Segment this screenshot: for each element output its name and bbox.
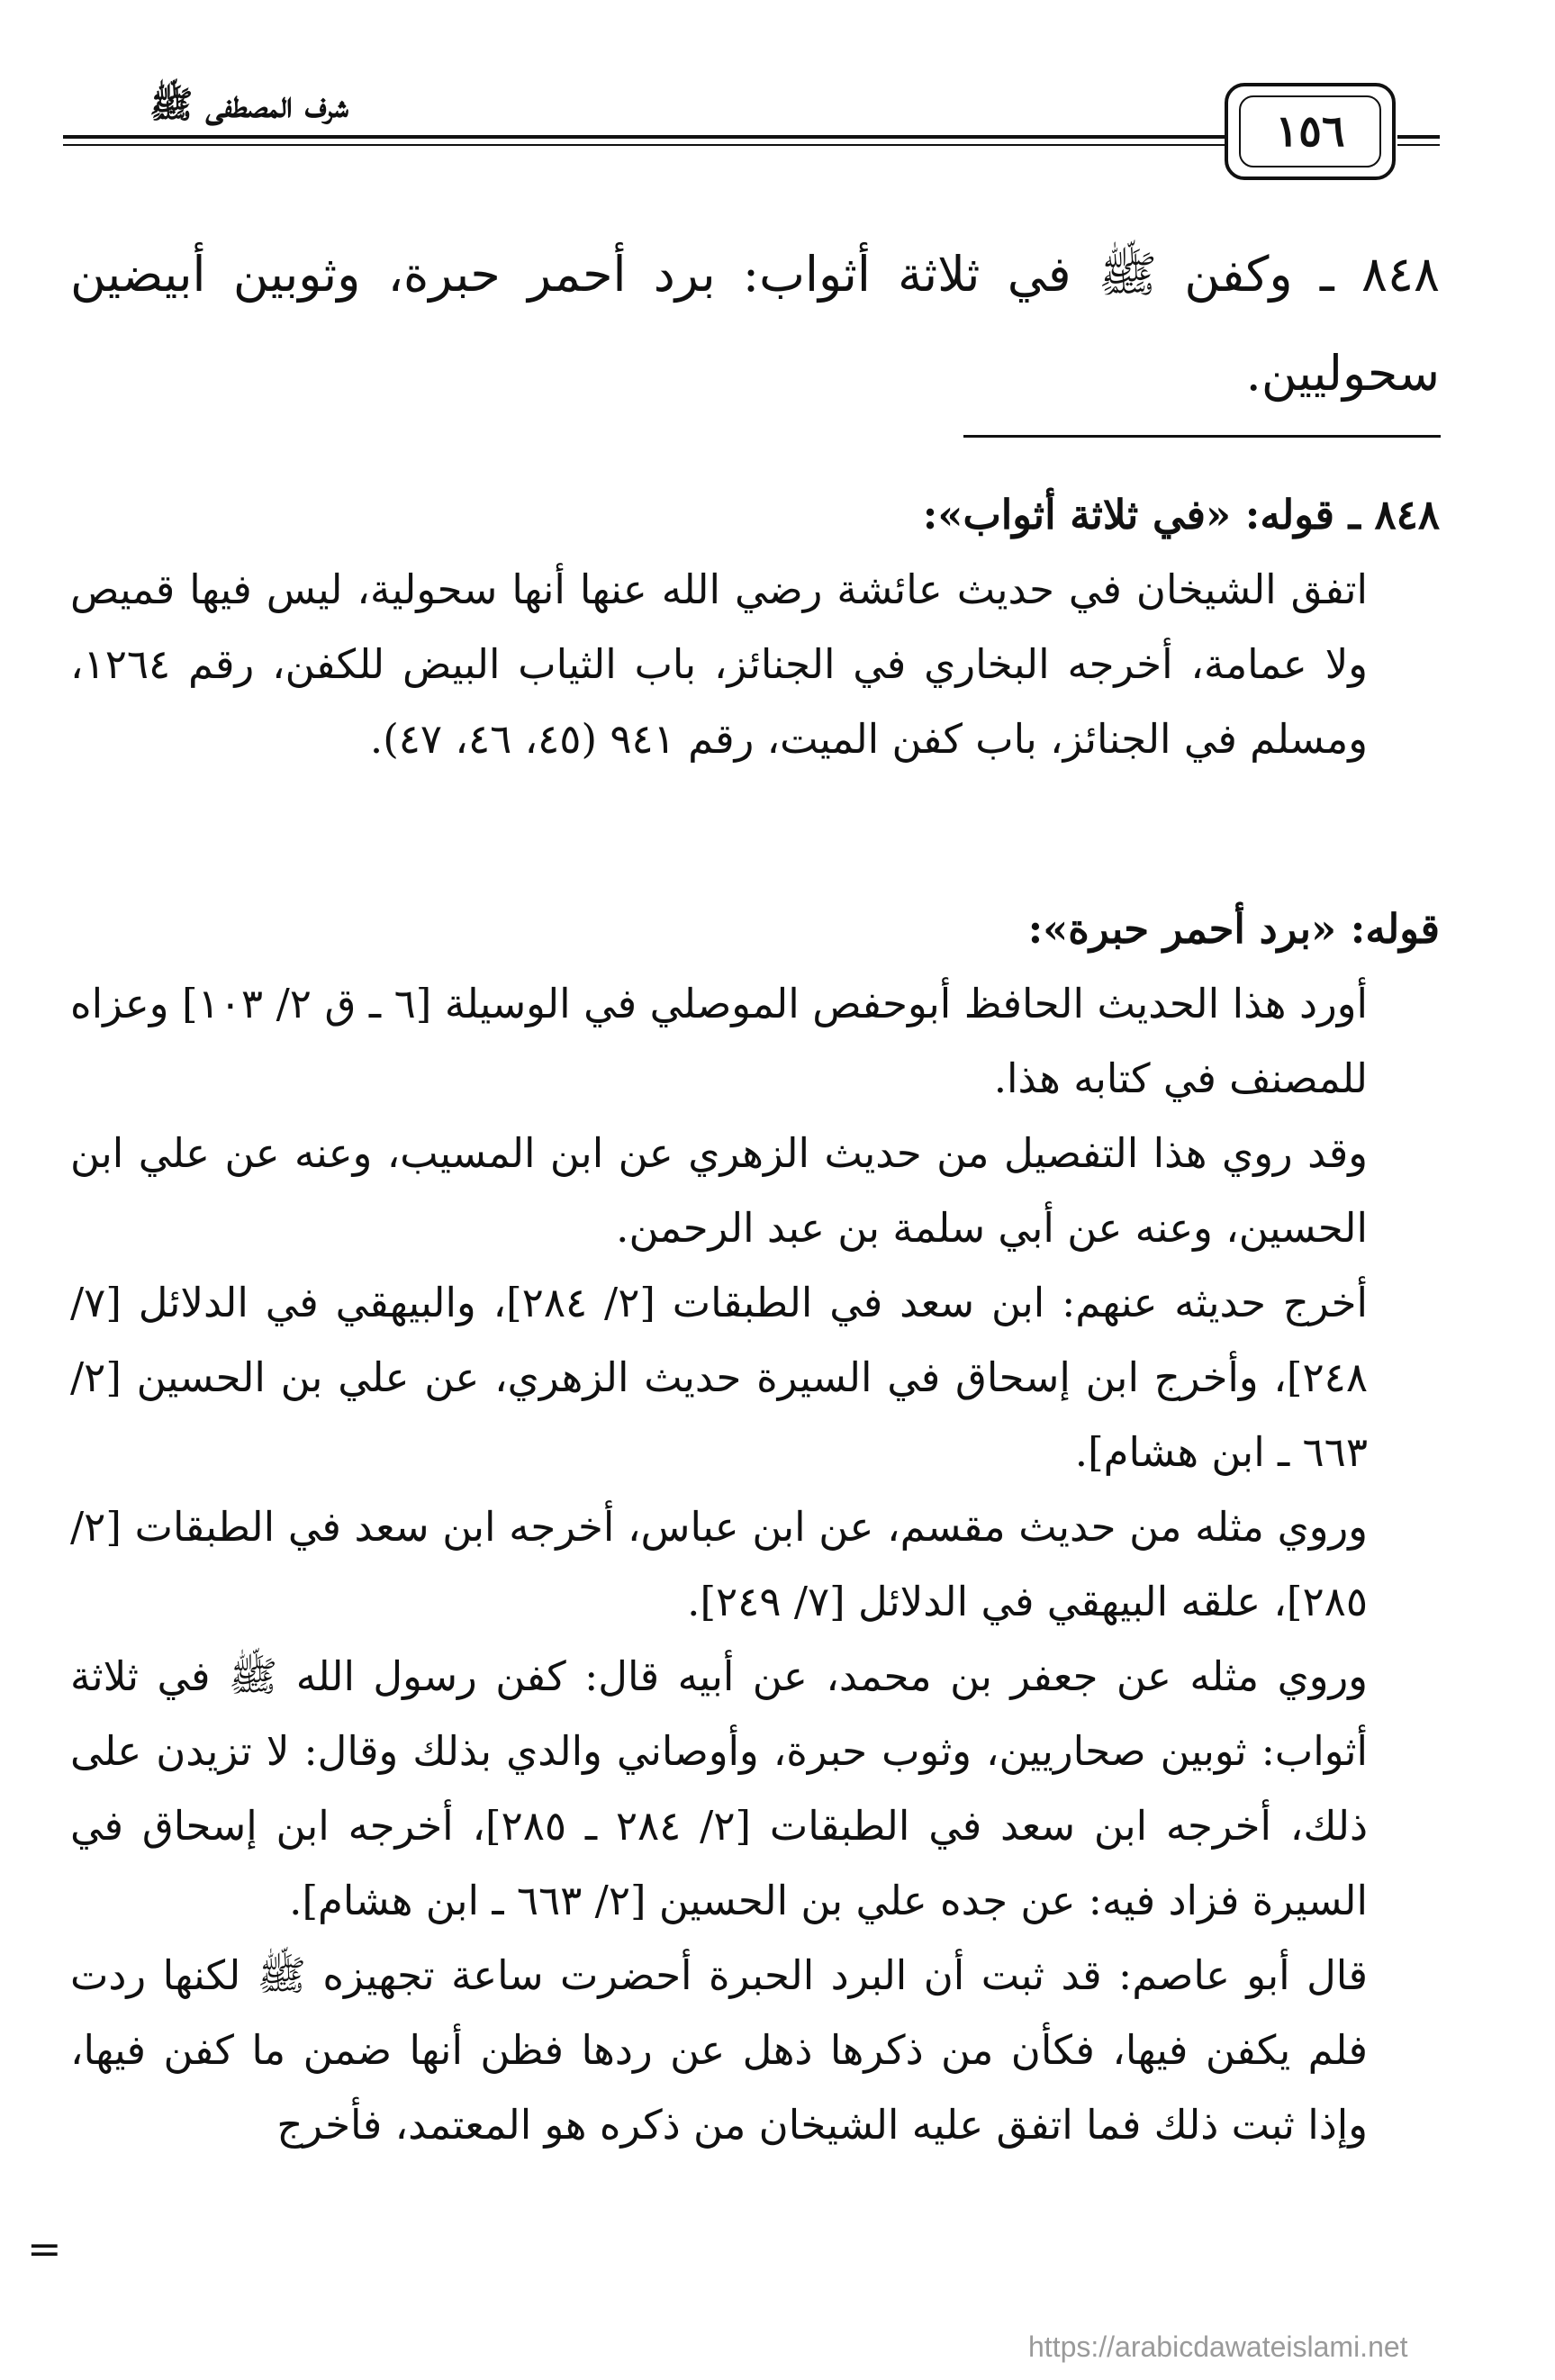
book-title: شرف المصطفى ﷺ bbox=[149, 84, 348, 126]
commentary-paragraph: قال أبو عاصم: قد ثبت أن البرد الحبرة أحضرت ساعة تجهيزه ﷺ لكنها ردت فلم يكفن فيها، فكأن من ذكرها ذهل عن ردها فظن أنها ضمن ما كفن فيها، وإذا ثبت ذلك فما اتفق عليه الشيخان من ذكره هو المعتمد، فأخرج bbox=[70, 1951, 1368, 2149]
page-number: ١٥٦ bbox=[1239, 95, 1381, 167]
commentary-item-2 bbox=[70, 891, 1440, 2162]
footnote-separator bbox=[963, 435, 1441, 438]
commentary-item-1 bbox=[70, 477, 1440, 776]
header-rule-right bbox=[1397, 135, 1440, 139]
commentary-paragraph: اتفق الشيخان في حديث عائشة رضي الله عنها أنها سحولية، ليس فيها قميص ولا عمامة، أخرجه البخاري في الجنائز، باب الثياب البيض للكفن، رقم ١٢٦٤، ومسلم في الجنائز، باب كفن الميت، رقم ٩٤١ (٤٥، ٤٦، ٤٧). bbox=[70, 566, 1368, 763]
header-rule-thin bbox=[63, 144, 1375, 146]
watermark-url: https://arabicdawateislami.net bbox=[1028, 2330, 1408, 2363]
commentary-paragraph: وروي مثله عن جعفر بن محمد، عن أبيه قال: كفن رسول الله ﷺ في ثلاثة أثواب: ثوبين صحاريين، وثوب حبرة، وأوصاني والدي بذلك وقال: لا تزيدن على ذلك، أخرجه ابن سعد في الطبقات [٢/ ٢٨٤ ـ ٢٨٥]، أخرجه ابن إسحاق في السيرة فزاد فيه: عن جده علي بن الحسين [٢/ ٦٦٣ ـ ابن هشام]. bbox=[70, 1652, 1369, 1924]
header-rule bbox=[63, 135, 1375, 139]
commentary-heading: ٨٤٨ ـ قوله: «في ثلاثة أثواب»: bbox=[922, 491, 1440, 538]
commentary-paragraph: وروي مثله من حديث مقسم، عن ابن عباس، أخرجه ابن سعد في الطبقات [٢/ ٢٨٥]، علقه البيهقي في الدلائل [٧/ ٢٤٩]. bbox=[70, 1503, 1368, 1625]
commentary-heading: قوله: «برد أحمر حبرة»: bbox=[1027, 905, 1440, 953]
commentary-paragraph: وقد روي هذا التفصيل من حديث الزهري عن ابن المسيب، وعنه عن علي ابن الحسين، وعنه عن أبي سلمة بن عبد الرحمن. bbox=[70, 1129, 1368, 1252]
hadith-text: ٨٤٨ ـ وكفن ﷺ في ثلاثة أثواب: برد أحمر حبرة، وثوبين أبيضين سحوليين. bbox=[70, 246, 1440, 402]
commentary-paragraph: أورد هذا الحديث الحافظ أبوحفص الموصلي في الوسيلة [٦ ـ ق ٢/ ١٠٣] وعزاه للمصنف في كتابه هذا. bbox=[70, 980, 1368, 1102]
header-rule-right-thin bbox=[1397, 144, 1440, 146]
continuation-mark: = bbox=[27, 2224, 62, 2273]
commentary-paragraph: أخرج حديثه عنهم: ابن سعد في الطبقات [٢/ ٢٨٤]، والبيهقي في الدلائل [٧/ ٢٤٨]، وأخرج ابن إسحاق في السيرة حديث الزهري، عن علي بن الحسين [٢/ ٦٦٣ ـ ابن هشام]. bbox=[70, 1279, 1369, 1476]
